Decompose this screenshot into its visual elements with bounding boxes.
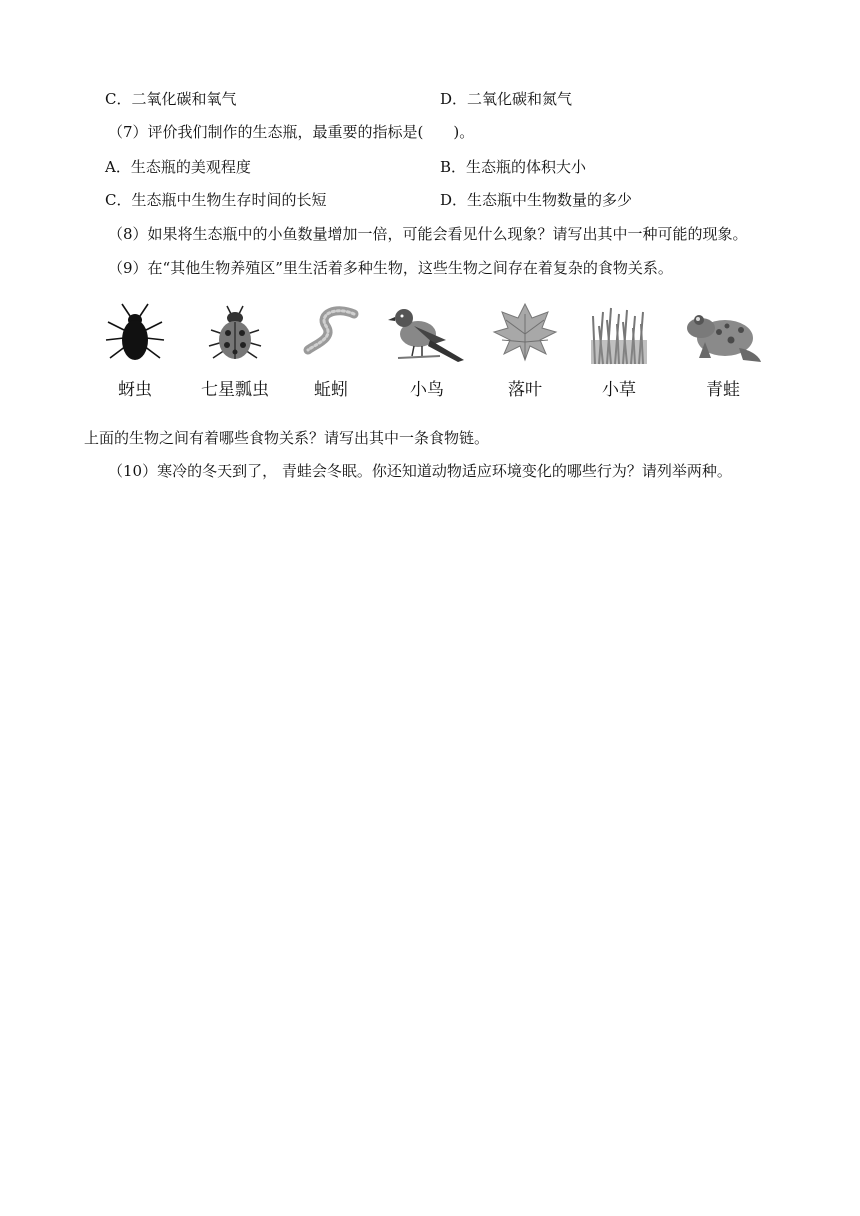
organism-leaf: [480, 300, 570, 400]
organism-label: 小草: [602, 380, 636, 400]
organism-ladybug: [190, 300, 280, 400]
ladybug-icon: [205, 300, 265, 366]
q9-stem: （9）在“其他生物养殖区”里生活着多种生物，这些生物之间存在着复杂的食物关系。: [108, 259, 673, 277]
organism-label: 蚯蚓: [314, 380, 348, 400]
q7-stem: （7）评价我们制作的生态瓶，最重要的指标是( )。: [108, 123, 475, 141]
organism-label: 七星瓢虫: [201, 380, 269, 400]
q10-stem: （10）寒冷的冬天到了， 青蛙会冬眠。你还知道动物适应环境变化的哪些行为？请列举两种。: [108, 462, 732, 480]
frog-icon: [681, 300, 765, 366]
organism-label: 小鸟: [410, 380, 444, 400]
aphid-icon: [100, 300, 170, 366]
q7-option-d: D．生态瓶中生物数量的多少: [440, 191, 633, 209]
grass-icon: [589, 300, 649, 366]
organism-earthworm: [286, 300, 376, 400]
organism-bird: [382, 300, 472, 400]
q6-option-d: D．二氧化碳和氮气: [440, 90, 573, 108]
q7-option-c: C．生态瓶中生物生存时间的长短: [105, 191, 327, 209]
q8-stem: （8）如果将生态瓶中的小鱼数量增加一倍，可能会看见什么现象？请写出其中一种可能的现象。: [108, 225, 748, 243]
organism-frog: [678, 300, 768, 400]
q7-option-b: B．生态瓶的体积大小: [440, 158, 587, 176]
organism-label: 青蛙: [706, 380, 740, 400]
bird-icon: [384, 300, 470, 366]
earthworm-icon: [296, 300, 366, 366]
organism-label: 落叶: [508, 380, 542, 400]
organism-grass: [574, 300, 664, 400]
organism-label: 蚜虫: [118, 380, 152, 400]
q6-option-c: C．二氧化碳和氧气: [105, 90, 237, 108]
q9-followup: 上面的生物之间有着哪些食物关系？请写出其中一条食物链。: [84, 429, 490, 447]
organism-figure: [100, 300, 780, 410]
q7-option-a: A．生态瓶的美观程度: [105, 158, 251, 176]
leaf-icon: [490, 300, 560, 366]
organism-aphid: [90, 300, 180, 400]
